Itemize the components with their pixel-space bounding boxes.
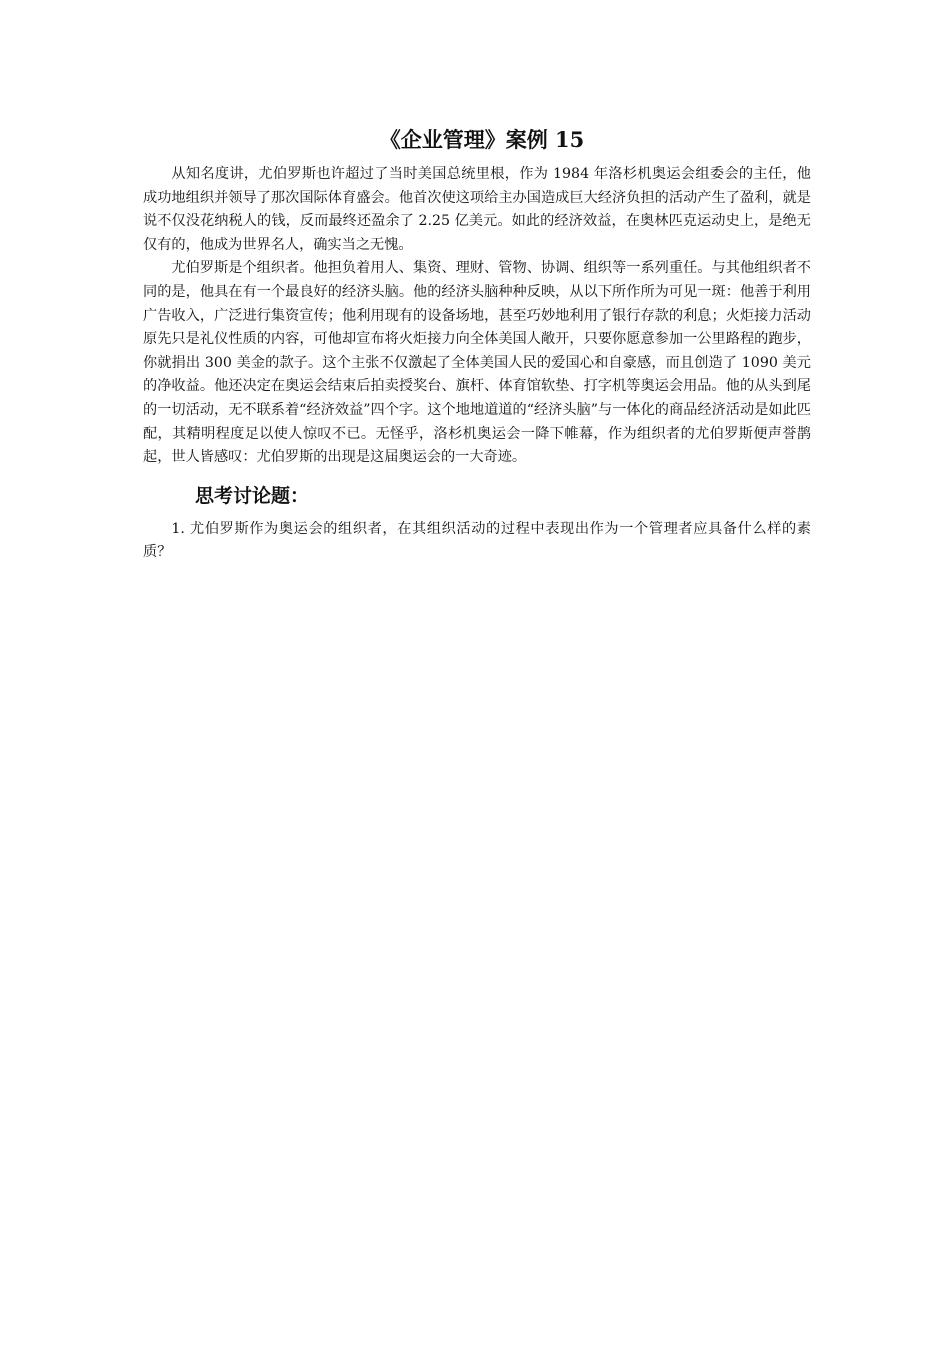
discussion-heading: 思考讨论题： xyxy=(195,484,310,507)
case-paragraph-2: 尤伯罗斯是个组织者。他担负着用人、集资、理财、管物、协调、组织等一系列重任。与其他组织者不同的是，他具在有一个最良好的经济头脑。他的经济头脑种种反映，从以下所作所为可见一斑：他善于利用广告收入，广泛进行集资宣传；他利用现有的设备场地，甚至巧妙地利用了银行存款的利息；火炬接力活动原先只是礼仪性质的内容，可他却宣布将火炬接力向全体美国人敞开，只要你愿意参加一公里路程的跑步，你就捐出 300 美金的款子。这个主张不仅激起了全体美国人民的爱国心和自豪感，而且创造了 1090 美元的净收益。他还决定在奥运会结束后拍卖授奖台、旗杆、体育馆软垫、打字机等奥运会用品。他的从头到尾的一切活动，无不联系着“经济效益”四个字。这个地地道道的“经济头脑”与一体化的商品经济活动是如此匹配，其精明程度足以使人惊叹不已。无怪乎，洛杉机奥运会一降下帷幕，作为组织者的尤伯罗斯便声誉鹊起，世人皆感叹：尤伯罗斯的出现是这届奥运会的一大奇迹。 xyxy=(143,260,811,466)
case-paragraph-1: 从知名度讲，尤伯罗斯也许超过了当时美国总统里根，作为 1984 年洛杉机奥运会组委会的主任，他成功地组织并领导了那次国际体育盛会。他首次使这项给主办国造成巨大经济负担的活动产生了盈利，就是说不仅没花纳税人的钱，反而最终还盈余了 2.25 亿美元。如此的经济效益，在奥林匹克运动史上，是绝无仅有的，他成为世界名人，确实当之无愧。 xyxy=(143,166,811,253)
document-title: 《企业管理》案例 15 xyxy=(379,127,585,152)
document-content xyxy=(143,125,811,565)
discussion-question-1: 1. 尤伯罗斯作为奥运会的组织者，在其组织活动的过程中表现出作为一个管理者应具备什么样的素质？ xyxy=(143,520,811,561)
